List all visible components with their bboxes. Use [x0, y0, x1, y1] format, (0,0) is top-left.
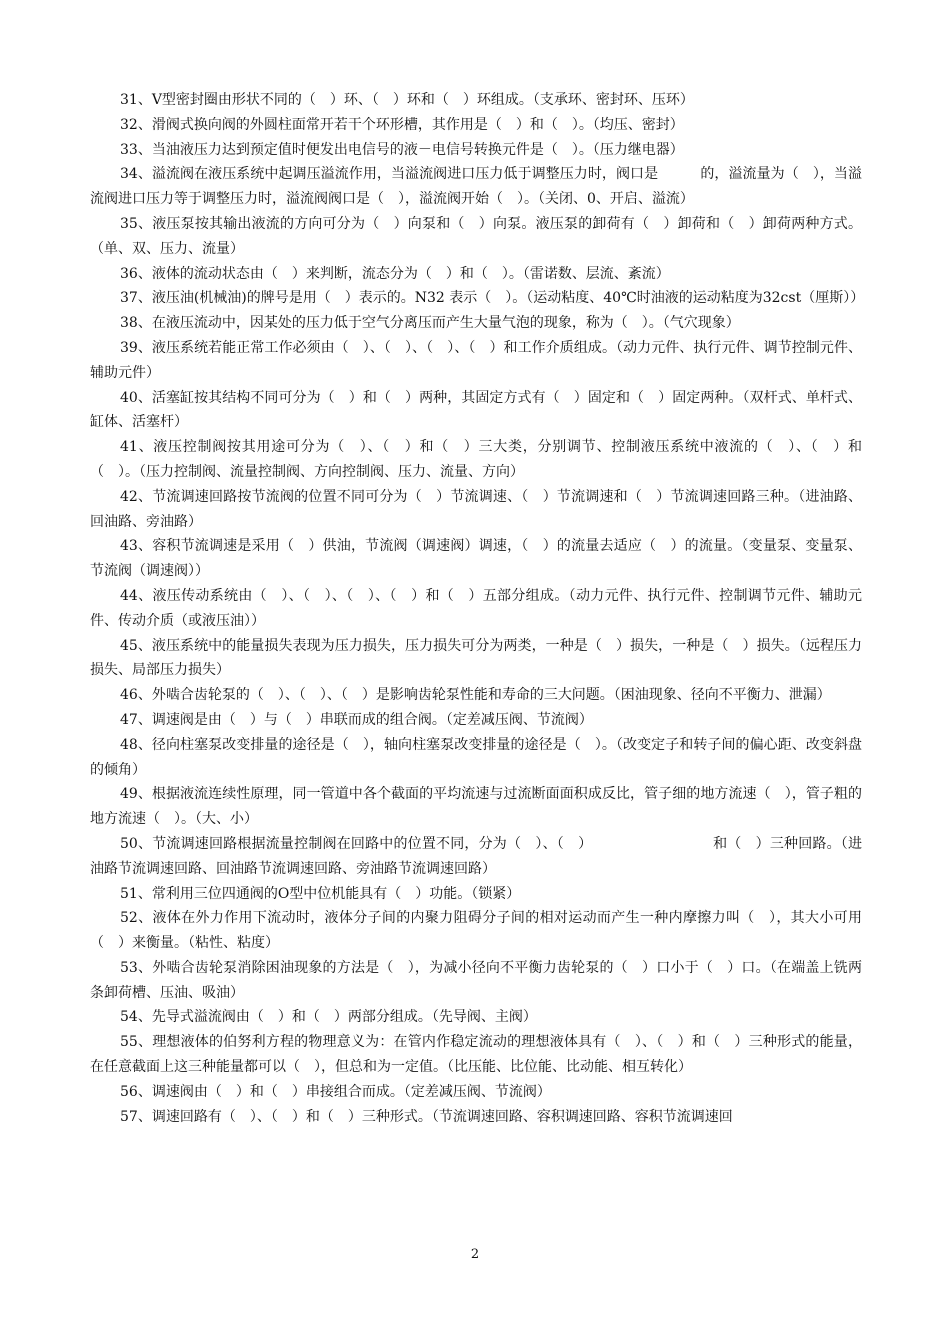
question-item: 44、液压传动系统由（ ）、（ ）、（ ）、（ ）和（ ）五部分组成。（动力元件、执行元件、控制调节元件、辅助元件、传动介质（或液压油））: [90, 587, 862, 629]
question-item: 33、当油液压力达到预定值时便发出电信号的液－电信号转换元件是（ ）。（压力继电器）: [120, 141, 684, 158]
question-item: 53、外啮合齿轮泵消除困油现象的方法是（ ），为减小径向不平衡力齿轮泵的（ ）口小于（ ）口。（在端盖上铣两条卸荷槽、压油、吸油）: [90, 959, 862, 1001]
page-number: 2: [470, 1247, 480, 1262]
question-item: 57、调速回路有（ ）、（ ）和（ ）三种形式。（节流调速回路、容积调速回路、容积节流调速回: [120, 1108, 733, 1125]
question-item: 49、根据液流连续性原理，同一管道中各个截面的平均流速与过流断面面积成反比，管子细的地方流速（ ），管子粗的地方流速（ ）。（大、小）: [90, 786, 862, 828]
question-item: 50、节流调速回路根据流量控制阀在回路中的位置不同，分为（ ）、（ ） 和（ ）三种回路。（进油路节流调速回路、回油路节流调速回路、旁油路节流调速回路）: [90, 835, 862, 877]
question-item: 52、液体在外力作用下流动时，液体分子间的内聚力阻碍分子间的相对运动而产生一种内摩擦力叫（ ），其大小可用（ ）来衡量。（粘性、粘度）: [90, 910, 862, 952]
question-item: 40、活塞缸按其结构不同可分为（ ）和（ ）两种，其固定方式有（ ）固定和（ ）固定两种。（双杆式、单杆式、缸体、活塞杆）: [90, 389, 862, 431]
question-item: 55、理想液体的伯努利方程的物理意义为：在管内作稳定流动的理想液体具有（ ）、（ ）和（ ）三种形式的能量，在任意截面上这三种能量都可以（ ），但总和为一定值。（比压能、比位能、比动能、相互转化）: [90, 1034, 862, 1076]
question-item: 54、先导式溢流阀由（ ）和（ ）两部分组成。（先导阀、主阀）: [120, 1009, 537, 1026]
question-item: 43、容积节流调速是采用（ ）供油，节流阀（调速阀）调速，（ ）的流量去适应（ ）的流量。（变量泵、变量泵、节流阀（调速阀））: [90, 538, 862, 580]
document-page: [90, 88, 865, 1129]
question-item: 46、外啮合齿轮泵的（ ）、（ ）、（ ）是影响齿轮泵性能和寿命的三大问题。（困油现象、径向不平衡力、泄漏）: [120, 687, 831, 704]
question-item: 37、液压油(机械油)的牌号是用（ ）表示的。N32 表示（ ）。（运动粘度、40℃时油液的运动粘度为32cst（厘斯））: [120, 290, 865, 307]
question-item: 36、液体的流动状态由（ ）来判断，流态分为（ ）和（ ）。（雷诺数、层流、紊流）: [120, 265, 670, 282]
question-item: 35、液压泵按其输出液流的方向可分为（ ）向泵和（ ）向泵。液压泵的卸荷有（ ）卸荷和（ ）卸荷两种方式。（单、双、压力、流量）: [90, 215, 862, 257]
question-item: 32、滑阀式换向阀的外圆柱面常开若干个环形槽，其作用是（ ）和（ ）。（均压、密封）: [120, 116, 684, 133]
question-item: 41、液压控制阀按其用途可分为（ ）、（ ）和（ ）三大类，分别调节、控制液压系统中液流的（ ）、（ ）和（ ）。（压力控制阀、流量控制阀、方向控制阀、压力、流量、方向）: [90, 439, 862, 480]
question-item: 31、V型密封圈由形状不同的（ ）环、（ ）环和（ ）环组成。（支承环、密封环、压环）: [120, 92, 694, 108]
question-item: 56、调速阀由（ ）和（ ）串接组合而成。（定差减压阀、节流阀）: [120, 1083, 551, 1100]
question-item: 47、调速阀是由（ ）与（ ）串联而成的组合阀。（定差减压阀、节流阀）: [120, 711, 593, 728]
question-item: 34、溢流阀在液压系统中起调压溢流作用，当溢流阀进口压力低于调整压力时，阀口是 的，溢流量为（ ），当溢流阀进口压力等于调整压力时，溢流阀阀口是（ ），溢流阀开始（ ）。（关闭、0、开启、溢流）: [90, 166, 862, 208]
question-item: 48、径向柱塞泵改变排量的途径是（ ），轴向柱塞泵改变排量的途径是（ ）。（改变定子和转子间的偏心距、改变斜盘的倾角）: [90, 736, 862, 778]
question-item: 38、在液压流动中，因某处的压力低于空气分离压而产生大量气泡的现象，称为（ ）。（气穴现象）: [120, 315, 740, 332]
question-item: 39、液压系统若能正常工作必须由（ ）、（ ）、（ ）、（ ）和工作介质组成。（动力元件、执行元件、调节控制元件、辅助元件）: [90, 339, 862, 381]
question-item: 42、节流调速回路按节流阀的位置不同可分为（ ）节流调速、（ ）节流调速和（ ）节流调速回路三种。（进油路、回油路、旁油路）: [90, 488, 862, 530]
question-item: 51、常利用三位四通阀的O型中位机能具有（ ）功能。（锁紧）: [120, 885, 521, 902]
question-item: 45、液压系统中的能量损失表现为压力损失，压力损失可分为两类，一种是（ ）损失，一种是（ ）损失。（远程压力损失、局部压力损失）: [90, 637, 862, 679]
